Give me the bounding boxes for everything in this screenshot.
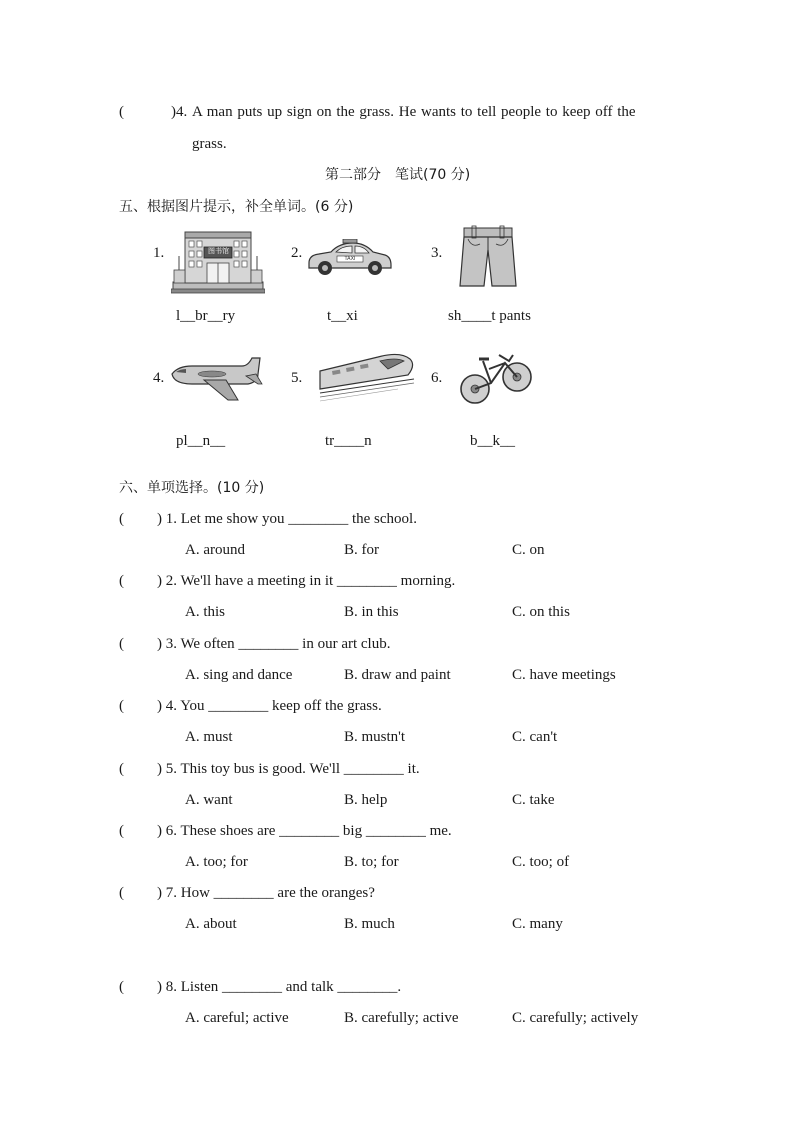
option-c: C. on this [512,604,570,620]
option-a: A. this [185,604,226,620]
fill-in-word: pl__n__ [176,433,226,449]
option-a: A. sing and dance [185,667,293,683]
option-b: B. mustn't [344,729,406,745]
option-c: C. too; of [512,854,570,870]
listening-question-text: A man puts up sign on the grass. He wants to tell people to keep off the [192,104,636,120]
section5-heading: 五、根据图片提示，补全单词。(6 分) [119,199,354,215]
library-building-icon [171,228,265,294]
fill-in-word: b__k__ [470,433,515,449]
answer-paren-open: ( [119,104,124,120]
option-a: A. must [185,729,233,745]
question-stem: ) 4. You ________ keep off the grass. [157,698,382,714]
section6-heading: 六、单项选择。(10 分) [119,480,265,496]
item-number: 2. [291,245,303,261]
option-c: C. take [512,792,555,808]
option-b: B. carefully; active [344,1010,459,1026]
option-c: C. on [512,542,545,558]
option-a: A. careful; active [185,1010,289,1026]
question-stem: ) 7. How ________ are the oranges? [157,885,375,901]
fill-in-word: t__xi [327,308,358,324]
question-number: )4. [171,104,188,120]
option-c: C. can't [512,729,558,745]
item-number: 4. [153,370,165,386]
answer-paren-open: ( [119,885,124,901]
item-number: 5. [291,370,303,386]
answer-paren-open: ( [119,761,124,777]
bicycle-icon [459,349,533,407]
option-c: C. carefully; actively [512,1010,639,1026]
option-b: B. draw and paint [344,667,451,683]
answer-paren-open: ( [119,511,124,527]
fill-in-word: l__br__ry [176,308,236,324]
question-stem: ) 6. These shoes are ________ big ________ me. [157,823,452,839]
taxi-sign-text: TAXI [344,256,356,262]
option-b: B. in this [344,604,399,620]
question-stem: ) 2. We'll have a meeting in it ________ morning. [157,573,456,589]
answer-paren-open: ( [119,823,124,839]
option-b: B. much [344,916,395,932]
option-a: A. about [185,916,237,932]
item-number: 1. [153,245,165,261]
shorts-icon [456,224,520,290]
train-icon [318,349,418,405]
option-a: A. want [185,792,233,808]
question-stem: ) 5. This toy bus is good. We'll ________ it. [157,761,420,777]
fill-in-word: tr____n [325,433,372,449]
answer-paren-open: ( [119,698,124,714]
answer-paren-open: ( [119,979,124,995]
taxi-icon [305,239,393,277]
option-a: A. too; for [185,854,248,870]
option-b: B. for [344,542,379,558]
airplane-icon [168,354,264,404]
question-stem: ) 8. Listen ________ and talk ________. [157,979,402,995]
option-a: A. around [185,542,245,558]
fill-in-word: sh____t pants [448,308,531,324]
option-c: C. have meetings [512,667,616,683]
library-sign-text: 图书馆 [208,247,229,255]
answer-paren-open: ( [119,573,124,589]
option-b: B. help [344,792,388,808]
listening-question-text-cont: grass. [192,136,227,152]
answer-paren-open: ( [119,636,124,652]
item-number: 6. [431,370,443,386]
option-b: B. to; for [344,854,399,870]
item-number: 3. [431,245,443,261]
option-c: C. many [512,916,563,932]
question-stem: ) 1. Let me show you ________ the school. [157,511,417,527]
question-stem: ) 3. We often ________ in our art club. [157,636,391,652]
part-title: 第二部分 笔试(70 分) [325,167,471,183]
